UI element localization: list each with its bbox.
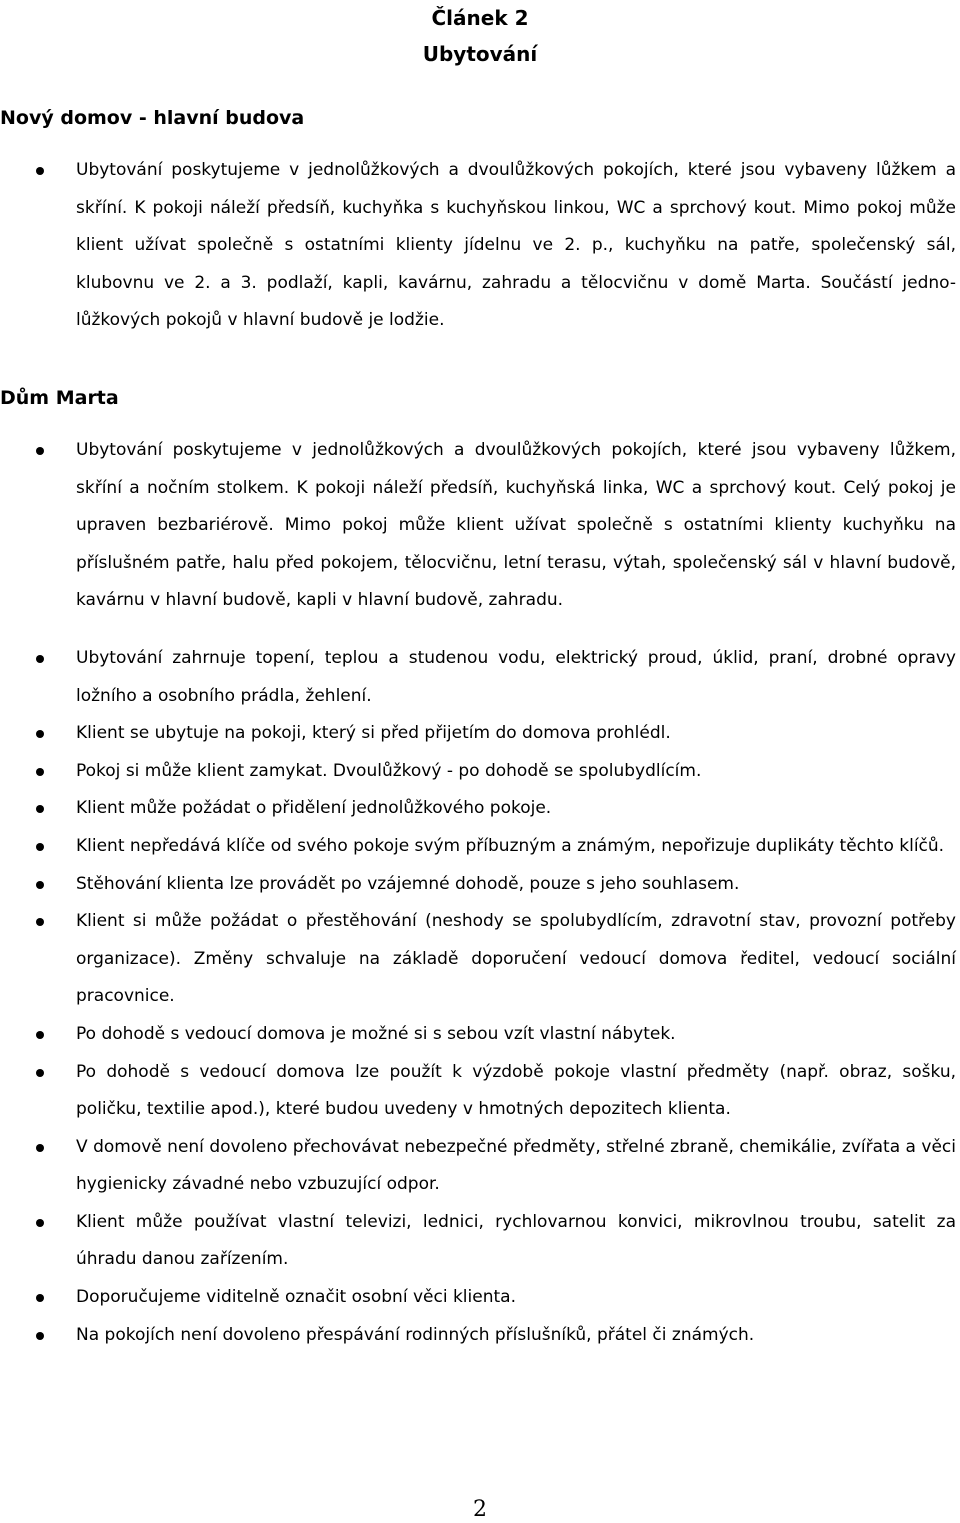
list-item	[0, 1054, 956, 1129]
bullet-icon	[36, 447, 44, 455]
list-item	[0, 1016, 956, 1054]
article-number: Článek 2	[431, 6, 529, 30]
list-item-text: Klient může používat vlastní televizi, lednici, rychlovarnou konvici, mikrovlnou troubu, satelit za úhradu danou zařízením.	[76, 1211, 956, 1270]
list-item	[0, 903, 956, 1016]
bullet-icon	[36, 730, 44, 738]
list-item-text: Klient si může požádat o přestěhování (neshody se spolubydlícím, zdravotní stav, provozní potřeby organizace). Změny schvaluje na základě doporučení vedoucí domova ředitel, vedoucí sociální pracovnice.	[76, 911, 956, 1007]
list-item-text: Po dohodě s vedoucí domova lze použít k výzdobě pokoje vlastní předměty (např. obraz, sošku, poličku, textilie apod.), které budou uvedeny v hmotných depozitech klienta.	[76, 1061, 956, 1120]
list-item-text: Na pokojích není dovoleno přespávání rodinných příslušníků, přátel či známých.	[76, 1324, 755, 1345]
list-item-text: Ubytování poskytujeme v jednolůžkových a dvoulůžkových pokojích, které jsou vybaveny lůžkem, skříní a nočním stolkem. K pokoji náleží předsíň, kuchyňská linka, WC a sprchový kout. Celý pokoj je upraven bezbariérově. Mimo pokoj může klient užívat společně s ostatními klienty kuchyňku na příslušném patře, halu před pokojem, tělocvičnu, letní terasu, výtah, společenský sál v hlavní budově, kavárnu v hlavní budově, kapli v hlavní budově, zahradu.	[76, 440, 956, 611]
list-item	[0, 753, 956, 791]
list-item	[0, 1279, 956, 1317]
list-item-text: Stěhování klienta lze provádět po vzájemné dohodě, pouze s jeho souhlasem.	[76, 873, 740, 894]
bullet-icon	[36, 1219, 44, 1227]
list-item-text: Po dohodě s vedoucí domova je možné si s sebou vzít vlastní nábytek.	[76, 1023, 676, 1044]
main-building-list	[0, 152, 956, 340]
list-item-text: Klient může požádat o přidělení jednolůžkového pokoje.	[76, 798, 552, 819]
bullet-icon	[36, 1294, 44, 1302]
bullet-icon	[36, 167, 44, 175]
bullet-icon	[36, 768, 44, 776]
bullet-icon	[36, 1332, 44, 1340]
list-item-text: Ubytování poskytujeme v jednolůžkových a dvoulůžkových pokojích, které jsou vybaveny lůžkem a skříní. K pokoji náleží předsíň, kuchyňka s kuchyňskou linkou, WC a sprchový kout. Mimo pokoj může klient užívat společně s ostatními klienty jídelnu ve 2. p., kuchyňku na patře, společenský sál, klubovnu ve 2. a 3. podlaží, kapli, kavárnu, zahradu a tělocvičnu v domě Marta. Součástí jedno-lůžkových pokojů v hlavní budově je lodžie.	[76, 160, 956, 331]
page-number: 2	[473, 1497, 487, 1522]
list-item	[0, 828, 956, 866]
list-item-text: Pokoj si může klient zamykat. Dvoulůžkový - po dohodě se spolubydlícím.	[76, 760, 702, 781]
bullet-icon	[36, 655, 44, 663]
list-item-text: Klient nepředává klíče od svého pokoje svým příbuzným a známým, nepořizuje duplikáty těchto klíčů.	[76, 835, 945, 856]
list-item	[0, 790, 956, 828]
list-item-text: Doporučujeme viditelně označit osobní věci klienta.	[76, 1287, 516, 1308]
list-item-text: Ubytování zahrnuje topení, teplou a studenou vodu, elektrický proud, úklid, praní, drobné opravy ložního a osobního prádla, žehlení.	[76, 647, 956, 706]
list-item	[0, 152, 956, 340]
list-item	[0, 1129, 956, 1204]
bullet-icon	[36, 1031, 44, 1039]
list-item	[0, 1317, 956, 1355]
section-title-main-building: Nový domov - hlavní budova	[0, 107, 305, 129]
list-item-text: Klient se ubytuje na pokoji, který si před přijetím do domova prohlédl.	[76, 723, 671, 744]
list-item-text: V domově není dovoleno přechovávat nebezpečné předměty, střelné zbraně, chemikálie, zvířata a věci hygienicky závadné nebo vzbuzující odpor.	[76, 1136, 956, 1195]
marta-house-list	[0, 432, 956, 1354]
list-item	[0, 1204, 956, 1279]
bullet-icon	[36, 918, 44, 926]
list-item	[0, 866, 956, 904]
bullet-icon	[36, 881, 44, 889]
list-item	[0, 432, 956, 620]
list-item	[0, 715, 956, 753]
section-title-marta-house: Dům Marta	[0, 387, 119, 409]
bullet-icon	[36, 1069, 44, 1077]
article-title: Ubytování	[422, 42, 538, 66]
bullet-icon	[36, 805, 44, 813]
list-item	[0, 640, 956, 715]
bullet-icon	[36, 843, 44, 851]
bullet-icon	[36, 1144, 44, 1152]
